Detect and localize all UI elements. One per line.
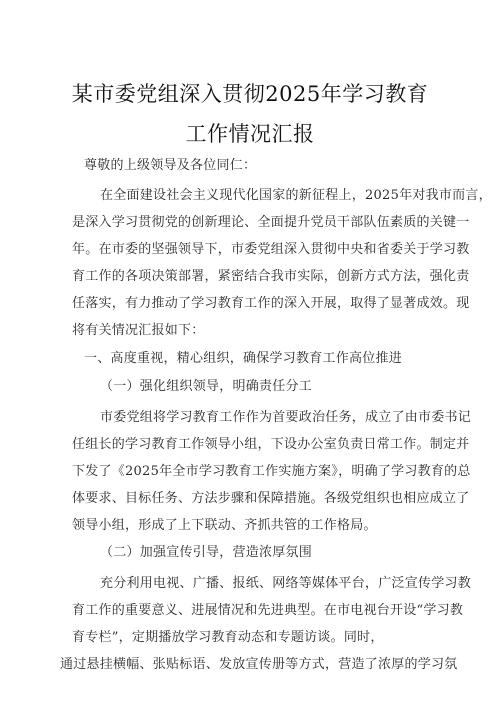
- subsection-heading-1: （一）强化组织领导，明确责任分工: [100, 379, 313, 394]
- greeting: 尊敬的上级领导及各位同仁：: [84, 158, 257, 173]
- subsection-heading-2: （二）加强宣传引导，营造浓厚氛围: [100, 545, 313, 560]
- sub2-line: 育专栏”，定期播放学习教育动态和专题访谈。同时，: [72, 630, 384, 645]
- sub1-line: 下发了《2025年全市学习教育工作实施方案》，明确了学习教育的总: [72, 464, 471, 479]
- intro-line: 任落实，有力推动了学习教育工作的深入开展，取得了显著成效。现: [72, 296, 470, 311]
- intro-line: 育工作的各项决策部署，紧密结合我市实际，创新方式方法，强化责: [72, 269, 470, 284]
- sub2-line: 通过悬挂横幅、张贴标语、发放宣传册等方式，营造了浓厚的学习氛: [60, 657, 458, 672]
- sub1-line: 领导小组，形成了上下联动、齐抓共管的工作格局。: [72, 518, 377, 533]
- intro-line: 是深入学习贯彻党的创新理论、全面提升党员干部队伍素质的关键一: [72, 215, 470, 230]
- sub1-line: 任组长的学习教育工作领导小组，下设办公室负责日常工作。制定并: [72, 437, 470, 452]
- section-heading-1: 一、高度重视，精心组织，确保学习教育工作高位推进: [84, 351, 403, 366]
- sub2-line: 育工作的重要意义、进展情况和先进典型。在市电视台开设“学习教: [72, 603, 464, 618]
- intro-line: 在全面建设社会主义现代化国家的新征程上，2025年对我市而言，: [100, 188, 492, 203]
- intro-line: 将有关情况汇报如下：: [72, 323, 205, 338]
- sub2-line: 充分利用电视、广播、报纸、网络等媒体平台，广泛宣传学习教: [100, 576, 472, 591]
- sub1-line: 市委党组将学习教育工作作为首要政治任务，成立了由市委书记: [100, 410, 472, 425]
- document-title-line-1: 某市委党组深入贯彻2025年学习教育: [71, 82, 429, 106]
- document-title-line-2: 工作情况汇报: [185, 122, 315, 146]
- sub1-line: 体要求、目标任务、方法步骤和保障措施。各级党组织也相应成立了: [72, 491, 470, 506]
- intro-line: 年。在市委的坚强领导下，市委党组深入贯彻中央和省委关于学习教: [72, 242, 470, 257]
